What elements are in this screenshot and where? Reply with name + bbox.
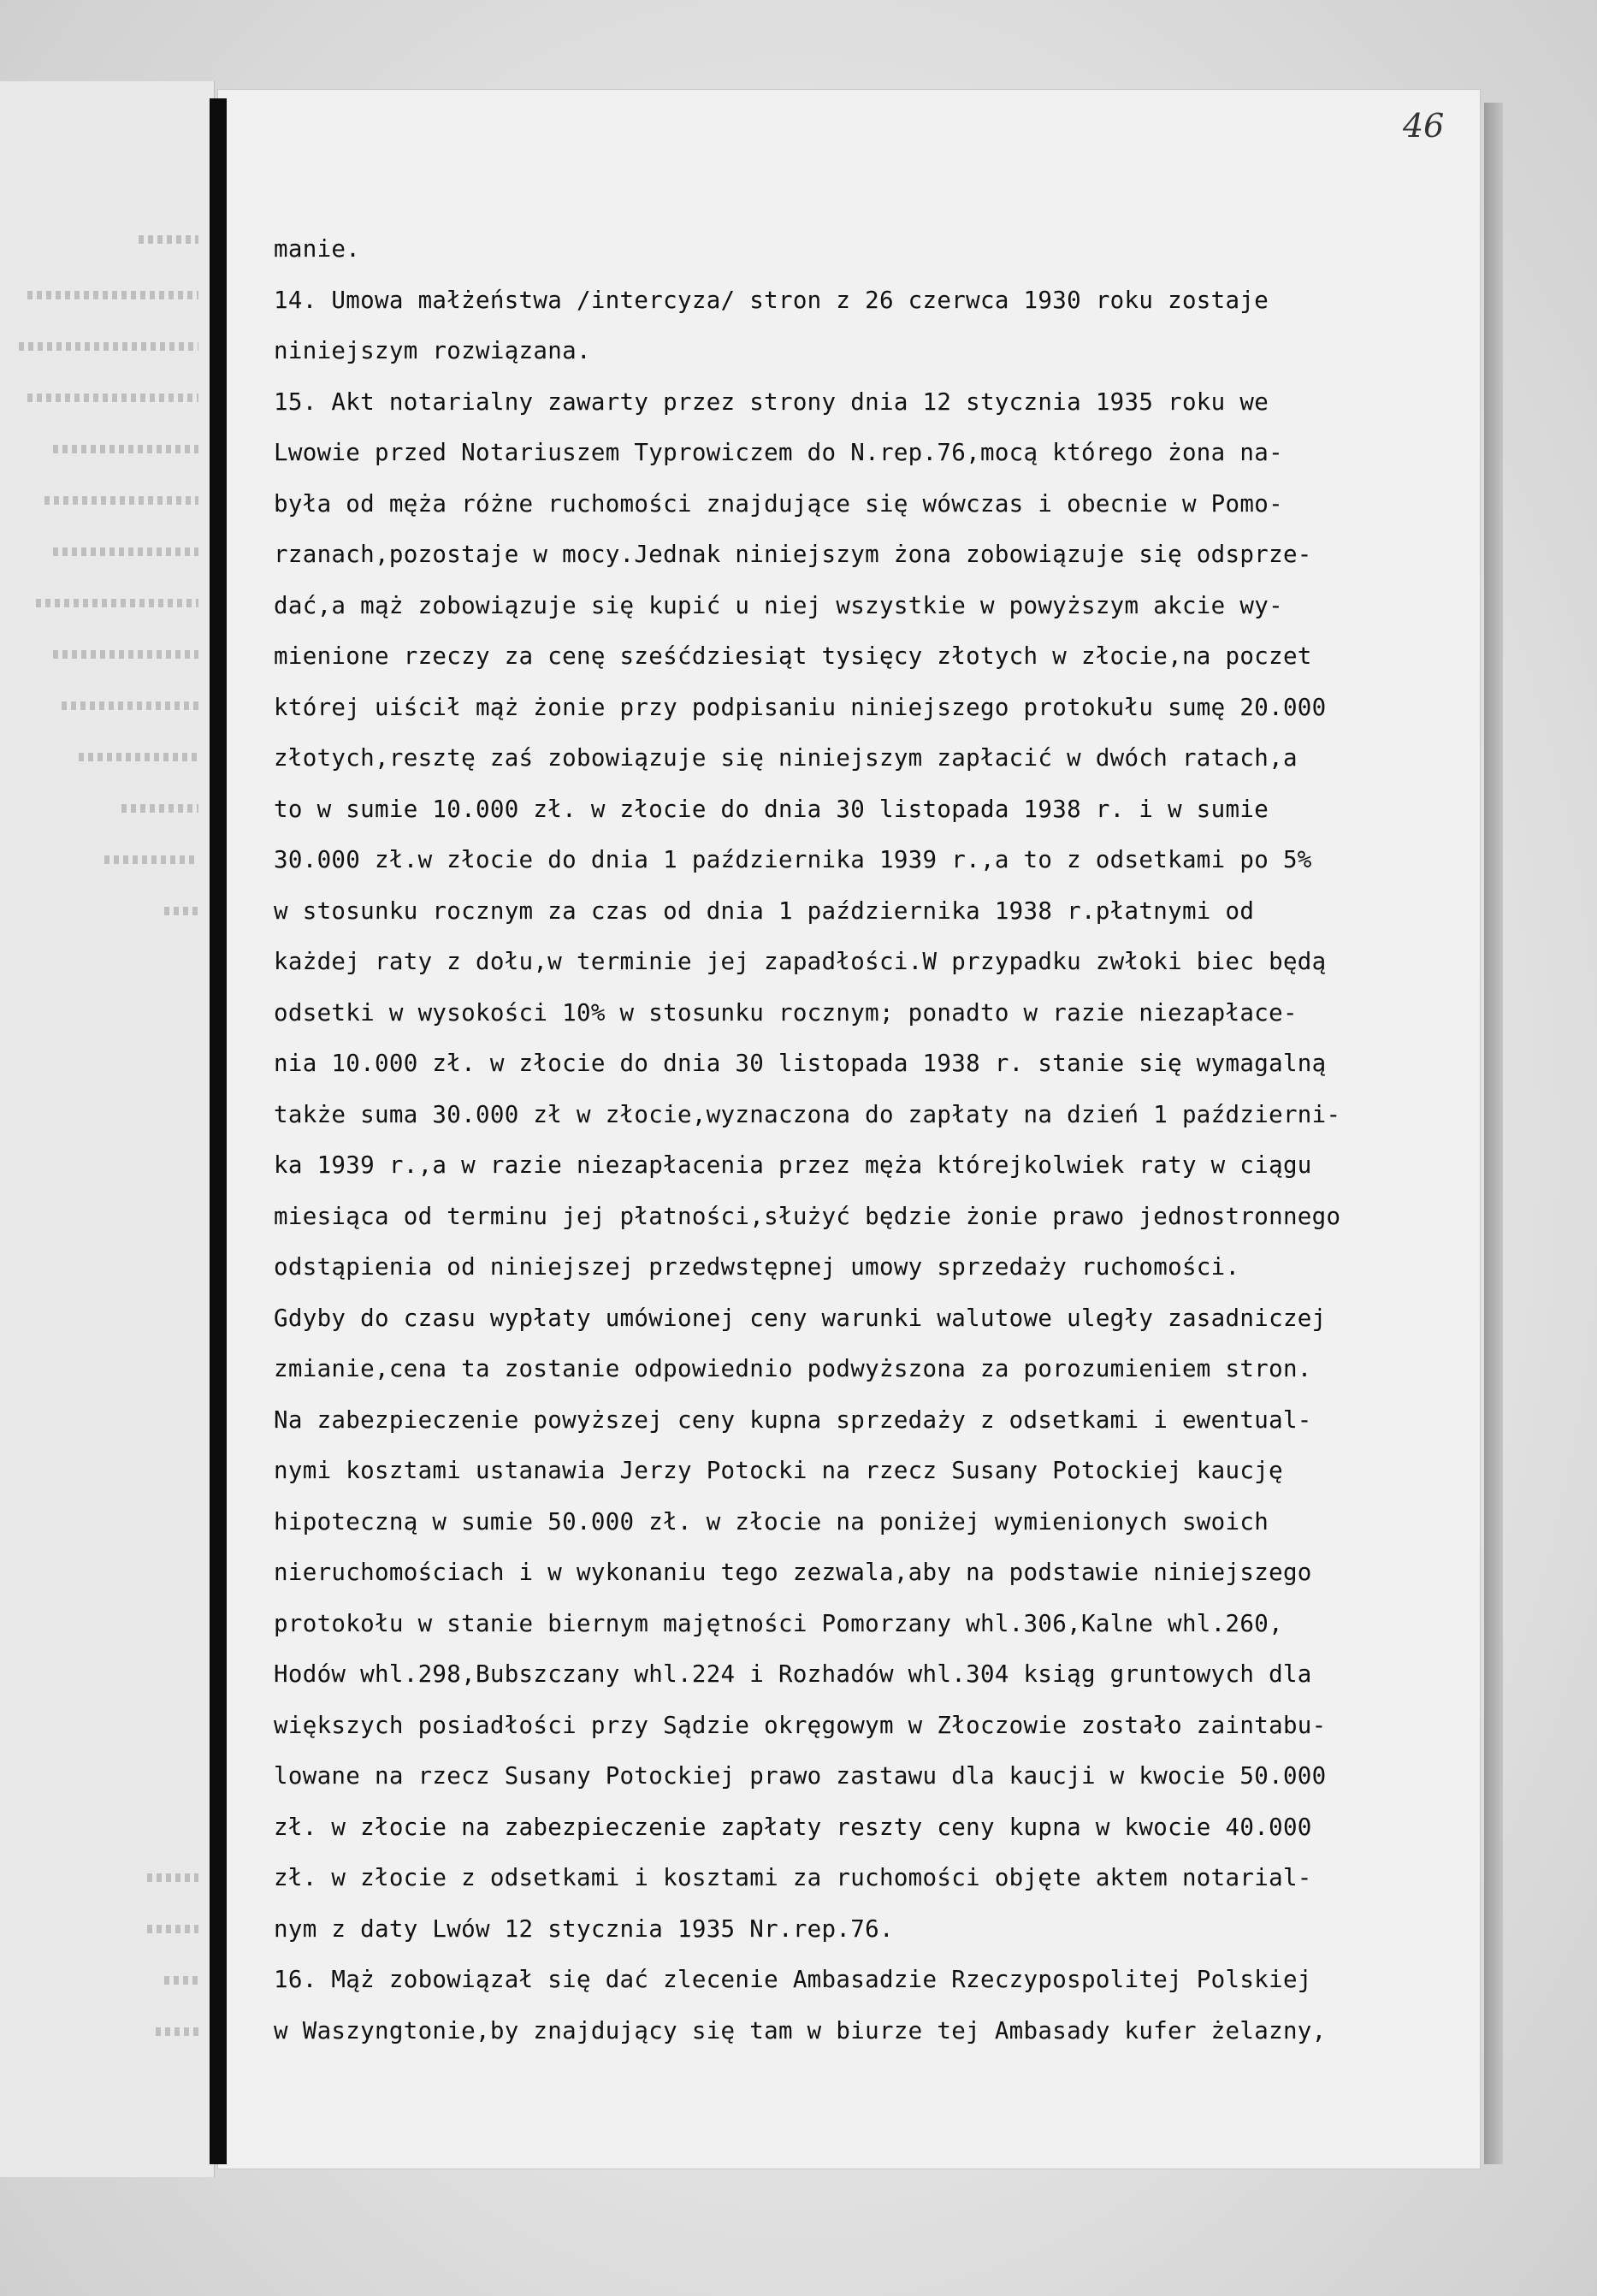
page-number: 46 bbox=[1403, 107, 1445, 145]
text-line: dać,a mąż zobowiązuje się kupić u niej wszystkie w powyższym akcie wy- bbox=[274, 591, 1283, 619]
text-line: Hodów whl.298,Bubszczany whl.224 i Rozhadów whl.304 ksiąg gruntowych dla bbox=[274, 1660, 1312, 1688]
text-line: ka 1939 r.,a w razie niezapłacenia przez męża którejkolwiek raty w ciągu bbox=[274, 1151, 1312, 1179]
text-line: była od męża różne ruchomości znajdujące się wówczas i obecnie w Pomo- bbox=[274, 489, 1283, 518]
text-line: 14. Umowa małżeństwa /intercyza/ stron z 26 czerwca 1930 roku zostaje bbox=[274, 286, 1269, 314]
text-line: zł. w złocie z odsetkami i kosztami za ruchomości objęte aktem notarial- bbox=[274, 1864, 1312, 1891]
text-line: protokołu w stanie biernym majętności Pomorzany whl.306,Kalne whl.260, bbox=[274, 1609, 1283, 1637]
text-line: w Waszyngtonie,by znajdujący się tam w biurze tej Ambasady kufer żelazny, bbox=[274, 2016, 1327, 2045]
text-line: odstąpienia od niniejszej przedwstępnej umowy sprzedaży ruchomości. bbox=[274, 1253, 1240, 1281]
text-line: Na zabezpieczenie powyższej ceny kupna sprzedaży z odsetkami i ewentual- bbox=[274, 1405, 1312, 1434]
text-line: każdej raty z dołu,w terminie jej zapadłości.W przypadku zwłoki biec będą bbox=[274, 948, 1327, 975]
text-line: 15. Akt notarialny zawarty przez strony dnia 12 stycznia 1935 roku we bbox=[274, 388, 1269, 416]
text-line: także suma 30.000 zł w złocie,wyznaczona do zapłaty na dzień 1 październi- bbox=[274, 1100, 1341, 1128]
text-line: w stosunku rocznym za czas od dnia 1 października 1938 r.płatnymi od bbox=[274, 897, 1255, 925]
page-edge-shadow bbox=[1484, 103, 1503, 2164]
text-line: złotych,resztę zaś zobowiązuje się niniejszym zapłacić w dwóch ratach,a bbox=[274, 744, 1298, 772]
text-line: której uiścił mąż żonie przy podpisaniu niniejszego protokułu sumę 20.000 bbox=[274, 693, 1327, 721]
text-line: większych posiadłości przy Sądzie okręgowym w Złoczowie zostało zaintabu- bbox=[274, 1711, 1327, 1739]
binding-strip bbox=[210, 98, 227, 2164]
text-line: hipoteczną w sumie 50.000 zł. w złocie na poniżej wymienionych swoich bbox=[274, 1507, 1269, 1536]
text-line: niniejszym rozwiązana. bbox=[274, 337, 591, 364]
text-line: 16. Mąż zobowiązał się dać zlecenie Ambasadzie Rzeczypospolitej Polskiej bbox=[274, 1966, 1312, 1993]
document-text bbox=[274, 224, 1446, 2056]
text-line: Gdyby do czasu wypłaty umówionej ceny warunki walutowe uległy zasadniczej bbox=[274, 1304, 1327, 1332]
text-line: nieruchomościach i w wykonaniu tego zezwala,aby na podstawie niniejszego bbox=[274, 1559, 1312, 1586]
text-line: to w sumie 10.000 zł. w złocie do dnia 30 listopada 1938 r. i w sumie bbox=[274, 795, 1269, 823]
text-line: miesiąca od terminu jej płatności,służyć będzie żonie prawo jednostronnego bbox=[274, 1202, 1341, 1230]
text-line: lowane na rzecz Susany Potockiej prawo zastawu dla kaucji w kwocie 50.000 bbox=[274, 1762, 1327, 1790]
text-line: mienione rzeczy za cenę sześćdziesiąt tysięcy złotych w złocie,na poczet bbox=[274, 642, 1312, 670]
text-line: odsetki w wysokości 10% w stosunku rocznym; ponadto w razie niezapłace- bbox=[274, 998, 1298, 1027]
text-line: rzanach,pozostaje w mocy.Jednak niniejszym żona zobowiązuje się odsprze- bbox=[274, 541, 1312, 568]
adjacent-page-edge bbox=[0, 81, 215, 2177]
text-line: nymi kosztami ustanawia Jerzy Potocki na rzecz Susany Potockiej kaucję bbox=[274, 1457, 1283, 1484]
text-line: 30.000 zł.w złocie do dnia 1 października 1939 r.,a to z odsetkami po 5% bbox=[274, 846, 1312, 873]
text-line: manie. bbox=[274, 235, 361, 263]
text-line: nia 10.000 zł. w złocie do dnia 30 listopada 1938 r. stanie się wymagalną bbox=[274, 1050, 1327, 1077]
text-line: nym z daty Lwów 12 stycznia 1935 Nr.rep.76. bbox=[274, 1914, 894, 1943]
text-line: zmianie,cena ta zostanie odpowiednio podwyższona za porozumieniem stron. bbox=[274, 1355, 1312, 1382]
text-line: Lwowie przed Notariuszem Typrowiczem do N.rep.76,mocą którego żona na- bbox=[274, 439, 1283, 466]
text-line: zł. w złocie na zabezpieczenie zapłaty reszty ceny kupna w kwocie 40.000 bbox=[274, 1813, 1312, 1841]
